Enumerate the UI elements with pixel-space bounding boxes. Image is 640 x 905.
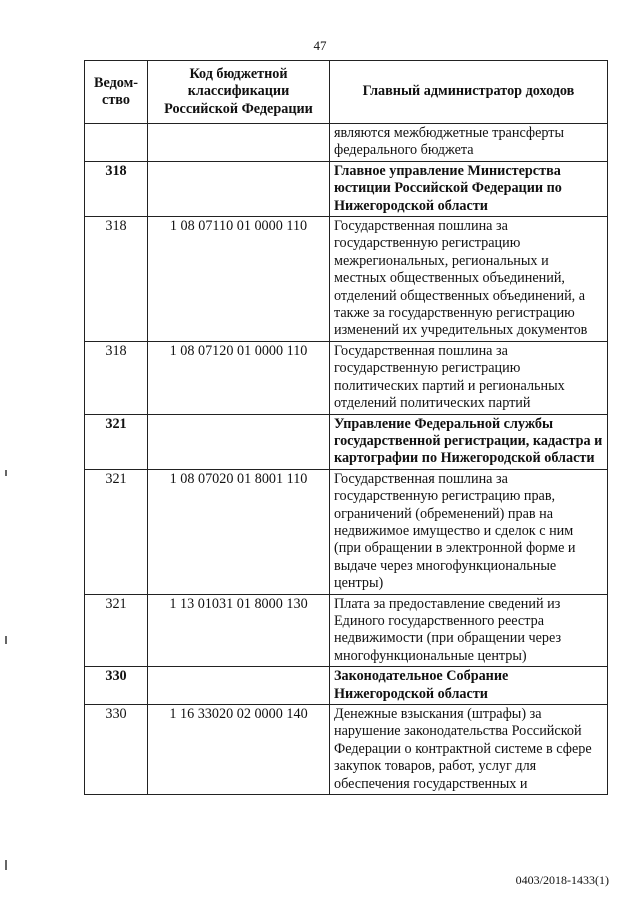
header-code: Код бюджетной классификации Российской Федерации bbox=[148, 61, 330, 124]
row-department: 321 bbox=[85, 414, 148, 469]
table-row-heading bbox=[85, 667, 608, 705]
row-administrator: Денежные взыскания (штрафы) за нарушение законодательства Российской Федерации о контрактной системе в сфере закупок товаров, работ, услуг для обеспечения государственных и bbox=[330, 705, 608, 795]
scan-edge-mark bbox=[5, 470, 7, 476]
scan-edge-mark bbox=[5, 636, 7, 644]
row-administrator: Государственная пошлина за государственную регистрацию политических партий и региональных отделений политических партий bbox=[330, 341, 608, 414]
table-row bbox=[85, 469, 608, 594]
page-number: 47 bbox=[313, 38, 327, 53]
table-row bbox=[85, 341, 608, 414]
row-administrator: Плата за предоставление сведений из Единого государственного реестра недвижимости (при обращении через многофункциональные центры) bbox=[330, 594, 608, 667]
table-row bbox=[85, 217, 608, 342]
row-code: 1 16 33020 02 0000 140 bbox=[148, 705, 330, 795]
row-department: 321 bbox=[85, 594, 148, 667]
row-code: 1 08 07110 01 0000 110 bbox=[148, 217, 330, 342]
row-administrator: Законодательное Собрание Нижегородской области bbox=[330, 667, 608, 705]
header-administrator: Главный администратор доходов bbox=[330, 61, 608, 124]
header-department: Ведом- ство bbox=[85, 61, 148, 124]
row-administrator: Управление Федеральной службы государственной регистрации, кадастра и картографии по Нижегородской области bbox=[330, 414, 608, 469]
row-code bbox=[148, 161, 330, 216]
table-row-heading bbox=[85, 414, 608, 469]
revenue-administrators-table bbox=[84, 60, 608, 795]
table-row bbox=[85, 705, 608, 795]
table-row-heading bbox=[85, 161, 608, 216]
row-code bbox=[148, 667, 330, 705]
table-row bbox=[85, 124, 608, 162]
row-department: 330 bbox=[85, 705, 148, 795]
table-header-row bbox=[85, 61, 608, 124]
row-administrator: Главное управление Министерства юстиции Российской Федерации по Нижегородской области bbox=[330, 161, 608, 216]
row-code bbox=[148, 414, 330, 469]
row-code: 1 13 01031 01 8000 130 bbox=[148, 594, 330, 667]
row-administrator: Государственная пошлина за государственную регистрацию межрегиональных, региональных и местных общественных объединений, отделений общественных объединений, а также за государственную регистрацию изменений их учредительных документов bbox=[330, 217, 608, 342]
row-department: 330 bbox=[85, 667, 148, 705]
row-code bbox=[148, 124, 330, 162]
document-registration-code: 0403/2018-1433(1) bbox=[515, 873, 609, 887]
row-code: 1 08 07120 01 0000 110 bbox=[148, 341, 330, 414]
row-department: 318 bbox=[85, 217, 148, 342]
row-administrator: Государственная пошлина за государственную регистрацию прав, ограничений (обременений) прав на недвижимое имущество и сделок с ним (при обращении в электронной форме и выдаче через многофункциональные центры) bbox=[330, 469, 608, 594]
row-code: 1 08 07020 01 8001 110 bbox=[148, 469, 330, 594]
scan-edge-mark bbox=[5, 860, 7, 870]
table-row bbox=[85, 594, 608, 667]
row-administrator: являются межбюджетные трансферты федерального бюджета bbox=[330, 124, 608, 162]
row-department: 318 bbox=[85, 161, 148, 216]
row-department: 321 bbox=[85, 469, 148, 594]
row-department: 318 bbox=[85, 341, 148, 414]
row-department bbox=[85, 124, 148, 162]
